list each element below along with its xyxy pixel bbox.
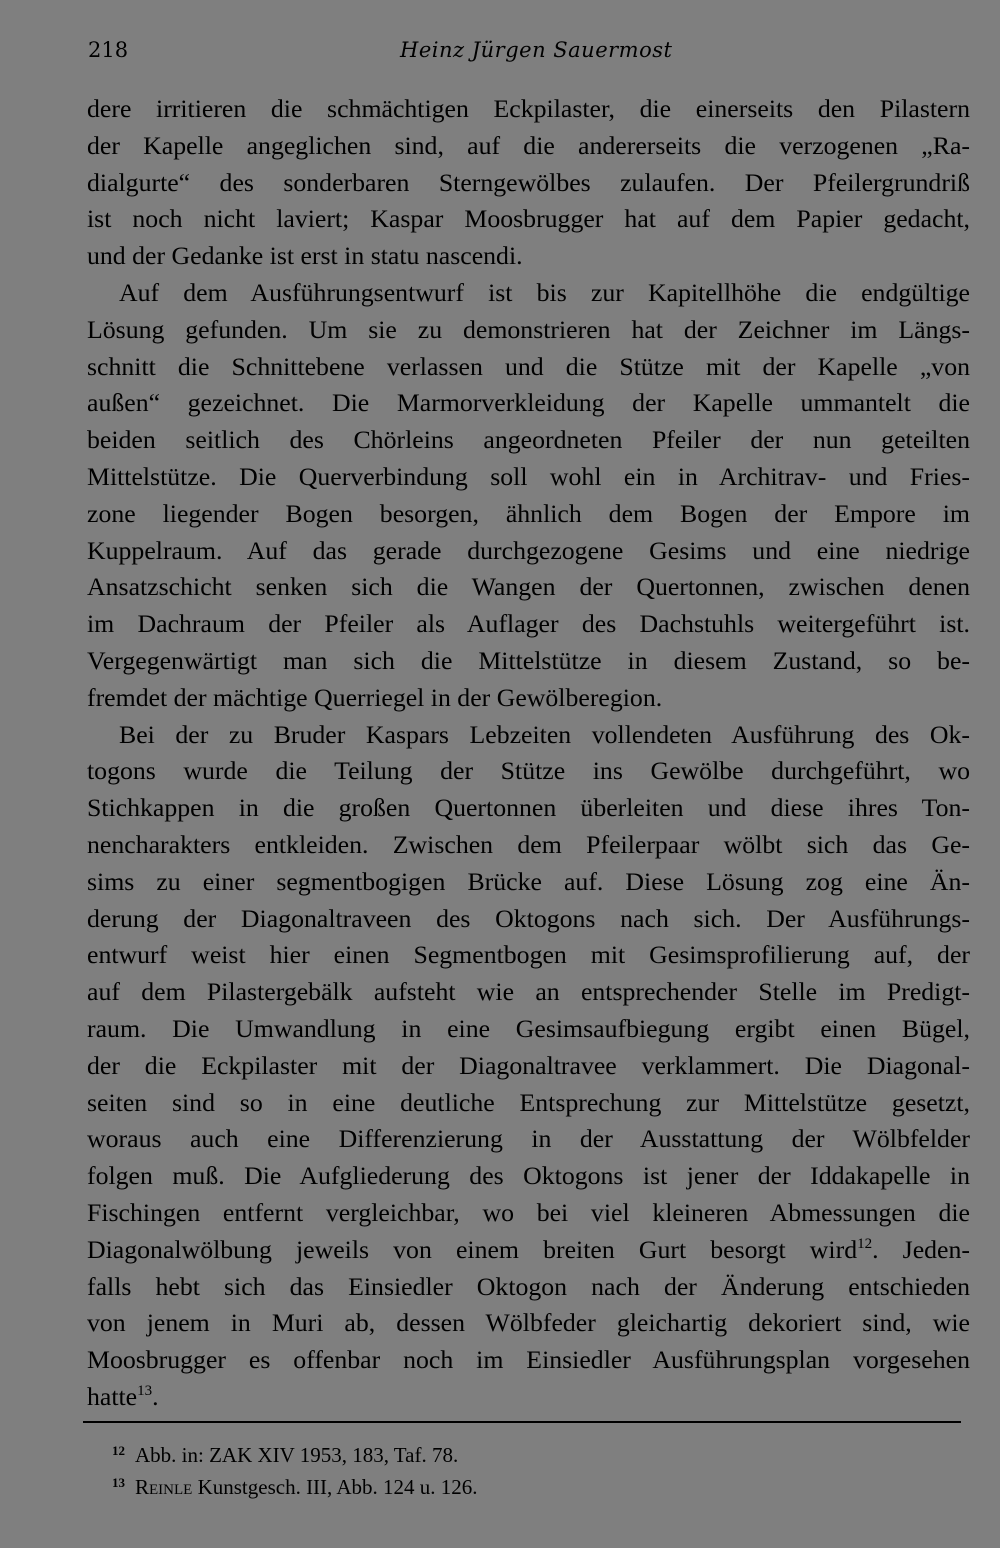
text-line: fremdet der mächtige Querriegel in der Gewölberegion. (87, 682, 663, 712)
text-line: von jenem in Muri ab, dessen Wölbfeder gleichartig dekoriert sind, wie (87, 1308, 970, 1338)
body-text (87, 91, 970, 1416)
paragraph (87, 717, 970, 1416)
footnote-ref-13[interactable]: 13 (137, 1382, 153, 1399)
text-line: der die Eckpilaster mit der Diagonaltravee verklammert. Die Diagonal- (87, 1050, 970, 1080)
text-line: Moosbrugger es offenbar noch im Einsiedler Ausführungsplan vorgesehen (87, 1345, 970, 1375)
text-fragment: hatte (87, 1381, 138, 1411)
text-line: nencharakters entkleiden. Zwischen dem Pfeilerpaar wölbt sich das Ge- (87, 829, 970, 859)
text-line: Auf dem Ausführungsentwurf ist bis zur Kapitellhöhe die endgültige (119, 277, 970, 307)
text-line: der Kapelle angeglichen sind, auf die andererseits die verzogenen „Ra- (87, 130, 970, 160)
footnote-author: Reinle (135, 1475, 193, 1499)
footnote-13 (112, 1469, 952, 1501)
footnote-12 (112, 1437, 952, 1469)
text-line: ist noch nicht laviert; Kaspar Moosbrugger hat auf dem Papier gedacht, (87, 204, 970, 234)
text-line: Bei der zu Bruder Kaspars Lebzeiten vollendeten Ausführung des Ok- (119, 719, 970, 749)
text-line: auf dem Pilastergebälk aufsteht wie an entsprechender Stelle im Predigt- (87, 977, 970, 1007)
text-line: beiden seitlich des Chörleins angeordneten Pfeiler der nun geteilten (87, 425, 970, 455)
text-line: dere irritieren die schmächtigen Eckpilaster, die einerseits den Pilastern (87, 94, 970, 123)
text-line: seiten sind so in eine deutliche Entsprechung zur Mittelstütze gesetzt, (87, 1087, 970, 1117)
footnote-text: Kunstgesch. III, Abb. 124 u. 126. (197, 1475, 478, 1499)
text-line: Ansatzschicht senken sich die Wangen der Quertonnen, zwischen denen (87, 572, 970, 602)
text-line: außen“ gezeichnet. Die Marmorverkleidung der Kapelle ummantelt die (87, 388, 970, 418)
text-line: Mittelstütze. Die Querverbindung soll wohl ein in Architrav- und Fries- (87, 461, 970, 491)
text-line: Vergegenwärtigt man sich die Mittelstütze in diesem Zustand, so be- (87, 645, 970, 675)
footnote-marker: 13 (112, 1475, 125, 1490)
running-head (88, 38, 968, 70)
text-line: schnitt die Schnittebene verlassen und die Stütze mit der Kapelle „von (87, 351, 970, 381)
text-line: Fischingen entfernt vergleichbar, wo bei viel kleineren Abmessungen die (87, 1197, 970, 1227)
text-line: zone liegender Bogen besorgen, ähnlich dem Bogen der Empore im (87, 498, 970, 528)
text-line: Kuppelraum. Auf das gerade durchgezogene Gesims und eine niedrige (87, 535, 970, 565)
text-line: falls hebt sich das Einsiedler Oktogon nach der Änderung entschieden (87, 1271, 970, 1301)
text-line: dialgurte“ des sonderbaren Sterngewölbes zulaufen. Der Pfeilergrundriß (87, 167, 970, 197)
text-fragment: . (152, 1381, 159, 1411)
running-title: Heinz Jürgen Sauermost (400, 38, 673, 62)
paragraph (87, 275, 970, 717)
footnote-ref-12[interactable]: 12 (857, 1235, 873, 1252)
text-line: entwurf weist hier einen Segmentbogen mit Gesimsprofilierung auf, der (87, 940, 970, 970)
paragraph (87, 91, 970, 275)
text-fragment: Diagonalwölbung jeweils von einem breiten Gurt besorgt wird (87, 1234, 858, 1264)
text-line: derung der Diagonaltraveen des Oktogons nach sich. Der Ausführungs- (87, 903, 970, 933)
footnote-text: Abb. in: ZAK XIV 1953, 183, Taf. 78. (135, 1443, 459, 1467)
page-number: 218 (88, 38, 129, 62)
text-line-with-footnote (87, 1379, 970, 1416)
text-line: Stichkappen in die großen Quertonnen überleiten und diese ihres Ton- (87, 793, 970, 823)
text-fragment: . Jeden- (872, 1234, 970, 1264)
footnote-divider (83, 1421, 961, 1423)
text-line: woraus auch eine Differenzierung in der Ausstattung der Wölbfelder (87, 1124, 970, 1154)
text-line: und der Gedanke ist erst in statu nascendi. (87, 241, 523, 271)
text-line: Lösung gefunden. Um sie zu demonstrieren hat der Zeichner im Längs- (87, 314, 970, 344)
text-line: folgen muß. Die Aufgliederung des Oktogons ist jener der Iddakapelle in (87, 1161, 970, 1191)
text-line-with-footnote (87, 1232, 970, 1269)
footnotes (112, 1437, 952, 1501)
footnote-marker: 12 (112, 1443, 125, 1458)
text-line: sims zu einer segmentbogigen Brücke auf. Diese Lösung zog eine Än- (87, 866, 970, 896)
text-line: im Dachraum der Pfeiler als Auflager des Dachstuhls weitergeführt ist. (87, 609, 970, 639)
text-line: togons wurde die Teilung der Stütze ins Gewölbe durchgeführt, wo (87, 756, 970, 786)
text-line: raum. Die Umwandlung in eine Gesimsaufbiegung ergibt einen Bügel, (87, 1013, 970, 1043)
